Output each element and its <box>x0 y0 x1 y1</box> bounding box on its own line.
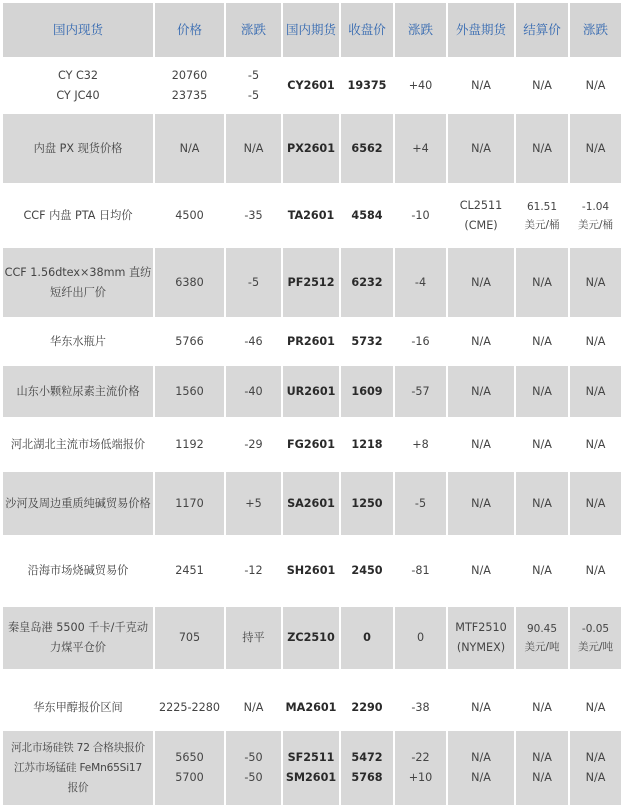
close-price-line: 4584 <box>351 208 383 222</box>
spot-name <box>3 731 153 805</box>
external-future-line: N/A <box>471 771 491 784</box>
external-change <box>570 319 621 364</box>
spot-price <box>155 366 224 417</box>
external-future <box>448 60 514 112</box>
spot-name-line: 短纤出厂价 <box>50 285 106 299</box>
spot-name <box>3 248 153 317</box>
header-external-future: 外盘期货 <box>448 3 514 57</box>
table-header <box>0 3 623 57</box>
close-price <box>341 731 393 805</box>
settle-price <box>516 419 568 470</box>
spot-price <box>155 537 224 605</box>
future-change <box>395 248 446 317</box>
future-change-line: -10 <box>411 208 430 222</box>
future-code-line: CY2601 <box>287 79 335 92</box>
spot-change <box>226 366 281 417</box>
external-future <box>448 185 514 246</box>
external-future <box>448 607 514 669</box>
external-change-line: 美元/吨 <box>577 641 614 653</box>
table-row <box>0 185 623 246</box>
spot-change-line: +5 <box>245 496 262 510</box>
table-row <box>0 419 623 470</box>
spot-name-line: 华东水瓶片 <box>50 334 106 348</box>
future-change-line: -81 <box>411 564 430 577</box>
spot-change <box>226 419 281 470</box>
external-change-line: N/A <box>585 771 606 784</box>
external-change-line: N/A <box>585 79 606 92</box>
spot-price <box>155 185 224 246</box>
table-row <box>0 731 623 805</box>
future-code-line: SH2601 <box>286 564 336 577</box>
spot-change <box>226 60 281 112</box>
external-future <box>448 419 514 470</box>
spot-change <box>226 114 281 183</box>
external-change <box>570 731 621 805</box>
spot-name-line: 江苏市场锰硅 FeMn65Si17 <box>13 762 143 774</box>
settle-price-line: N/A <box>532 751 552 764</box>
external-future-line: N/A <box>471 564 491 577</box>
settle-price <box>516 319 568 364</box>
close-price <box>341 248 393 317</box>
close-price-line: 5472 <box>351 751 383 764</box>
spot-price <box>155 731 224 805</box>
external-future <box>448 248 514 317</box>
close-price-line: 6232 <box>351 275 383 289</box>
close-price <box>341 472 393 535</box>
spot-change-line: -35 <box>244 208 263 222</box>
close-price-line: 1218 <box>351 437 383 451</box>
future-code-line: PX2601 <box>287 141 335 155</box>
header-settle-price: 结算价 <box>516 3 568 57</box>
external-future <box>448 114 514 183</box>
close-price <box>341 319 393 364</box>
close-price <box>341 366 393 417</box>
close-price-line: 2290 <box>351 701 383 714</box>
spot-name <box>3 607 153 669</box>
close-price <box>341 537 393 605</box>
header-external-change: 涨跌 <box>570 3 621 57</box>
header-spot-name: 国内现货 <box>3 3 153 57</box>
external-future <box>448 319 514 364</box>
future-change-line: 0 <box>416 631 425 644</box>
external-change <box>570 60 621 112</box>
table-row <box>0 319 623 364</box>
spot-change-line: -29 <box>244 437 263 451</box>
future-code <box>283 248 339 317</box>
spot-name-line: 沙河及周边重质纯碱贸易价格 <box>5 496 151 510</box>
spot-price-line: 5700 <box>175 771 204 784</box>
close-price-line: 1609 <box>351 384 383 398</box>
settle-price <box>516 472 568 535</box>
external-change <box>570 419 621 470</box>
future-code-line: MA2601 <box>285 701 337 714</box>
spot-change <box>226 731 281 805</box>
external-change-line: -0.05 <box>581 623 610 635</box>
spot-change-line: -50 <box>244 771 263 784</box>
settle-price-line: 61.51 <box>526 200 558 213</box>
future-change-line: -5 <box>414 496 427 510</box>
spot-name <box>3 537 153 605</box>
future-code-line: PF2512 <box>287 275 335 289</box>
spot-change <box>226 319 281 364</box>
settle-price-line: N/A <box>532 384 552 398</box>
spot-price-line: N/A <box>179 141 200 155</box>
settle-price <box>516 607 568 669</box>
spot-price <box>155 419 224 470</box>
close-price-line: 0 <box>363 631 371 644</box>
spot-price-line: 23735 <box>171 89 208 102</box>
spot-price-line: 1560 <box>175 384 204 398</box>
external-future-line: N/A <box>471 384 491 398</box>
future-code <box>283 60 339 112</box>
spot-change <box>226 185 281 246</box>
settle-price-line: 90.45 <box>526 623 558 635</box>
external-change <box>570 472 621 535</box>
external-future-line: N/A <box>471 79 491 92</box>
table-row <box>0 60 623 112</box>
future-code <box>283 366 339 417</box>
settle-price <box>516 60 568 112</box>
future-change-line: -38 <box>411 701 430 714</box>
future-change-line: +10 <box>408 771 433 784</box>
future-change-line: -57 <box>411 384 430 398</box>
future-code-line: PR2601 <box>287 334 335 348</box>
spot-name <box>3 366 153 417</box>
spot-name-line: 山东小颗粒尿素主流价格 <box>16 384 140 398</box>
header-spot-change: 涨跌 <box>226 3 281 57</box>
spot-change-line: -5 <box>247 275 260 289</box>
spot-name-line: CCF 内盘 PTA 日均价 <box>23 208 133 222</box>
settle-price <box>516 537 568 605</box>
future-change-line: -22 <box>411 751 430 764</box>
future-code <box>283 319 339 364</box>
external-future-line: N/A <box>471 437 491 451</box>
spot-name-line: 河北市场硅铁 72 合格块报价 <box>11 742 145 754</box>
settle-price-line: N/A <box>532 275 552 289</box>
external-change <box>570 607 621 669</box>
spot-price-line: 5766 <box>175 334 204 348</box>
future-change-line: -4 <box>414 275 427 289</box>
external-change-line: N/A <box>585 701 606 714</box>
external-change <box>570 114 621 183</box>
external-future <box>448 731 514 805</box>
future-code-line: ZC2510 <box>287 631 335 644</box>
spot-change-line: 持平 <box>242 631 265 644</box>
spot-price-line: 705 <box>178 631 201 644</box>
future-change-line: -16 <box>411 334 430 348</box>
external-change-line: N/A <box>585 437 606 451</box>
future-change <box>395 472 446 535</box>
spot-price <box>155 60 224 112</box>
spot-name <box>3 472 153 535</box>
spot-change-line: -50 <box>244 751 263 764</box>
future-code <box>283 731 339 805</box>
close-price-line: 2450 <box>351 564 383 577</box>
spot-name-line: CY JC40 <box>56 89 100 102</box>
spot-name-line: CCF 1.56dtex×38mm 直纺 <box>4 265 152 279</box>
settle-price <box>516 248 568 317</box>
spot-price <box>155 472 224 535</box>
spot-change-line: -5 <box>247 69 260 82</box>
settle-price <box>516 114 568 183</box>
settle-price <box>516 366 568 417</box>
future-change <box>395 607 446 669</box>
future-code <box>283 607 339 669</box>
spot-name-line: 华东甲醇报价区间 <box>33 701 123 714</box>
spot-price-line: 2451 <box>175 564 204 577</box>
spot-price-line: 6380 <box>175 275 204 289</box>
future-change <box>395 114 446 183</box>
spot-name <box>3 419 153 470</box>
spot-change-line: -46 <box>244 334 263 348</box>
spot-price-line: 2225-2280 <box>159 701 220 714</box>
spot-name <box>3 60 153 112</box>
external-change-line: N/A <box>585 564 606 577</box>
spot-change <box>226 537 281 605</box>
future-change <box>395 731 446 805</box>
close-price <box>341 185 393 246</box>
spot-change <box>226 607 281 669</box>
close-price <box>341 114 393 183</box>
external-future-line: N/A <box>471 141 491 155</box>
spot-name-line: 河北湖北主流市场低端报价 <box>10 437 146 451</box>
close-price-line: 6562 <box>351 141 383 155</box>
table-row <box>0 366 623 417</box>
settle-price-line: N/A <box>532 79 552 92</box>
spot-name-line: 沿海市场烧碱贸易价 <box>27 564 129 577</box>
future-code <box>283 114 339 183</box>
external-change <box>570 185 621 246</box>
spot-price <box>155 319 224 364</box>
external-future-line: (NYMEX) <box>456 641 506 654</box>
spot-change <box>226 472 281 535</box>
external-future-line: CL2511 <box>459 198 503 212</box>
spot-price <box>155 248 224 317</box>
future-code <box>283 185 339 246</box>
settle-price-line: N/A <box>532 141 552 155</box>
spot-price <box>155 607 224 669</box>
spot-name <box>3 114 153 183</box>
table-row <box>0 114 623 183</box>
external-future-line: N/A <box>471 334 491 348</box>
settle-price-line: N/A <box>532 496 552 510</box>
external-change-line: 美元/桶 <box>577 218 614 231</box>
close-price <box>341 60 393 112</box>
future-code <box>283 419 339 470</box>
future-code <box>283 537 339 605</box>
spot-name <box>3 319 153 364</box>
spot-change-line: -5 <box>247 89 260 102</box>
spot-change-line: N/A <box>243 701 264 714</box>
future-code-line: FG2601 <box>287 437 335 451</box>
external-change-line: N/A <box>585 751 606 764</box>
future-change <box>395 419 446 470</box>
close-price-line: 5768 <box>351 771 383 784</box>
external-future <box>448 366 514 417</box>
table-row <box>0 607 623 669</box>
future-code-line: UR2601 <box>286 384 336 398</box>
spot-price <box>155 114 224 183</box>
external-change-line: N/A <box>585 275 606 289</box>
spot-price-line: 4500 <box>175 208 204 222</box>
spot-name-line: 秦皇岛港 5500 千卡/千克动 <box>7 621 149 634</box>
future-change <box>395 366 446 417</box>
settle-price-line: N/A <box>532 701 552 714</box>
close-price <box>341 607 393 669</box>
close-price-line: 1250 <box>351 496 383 510</box>
external-future-line: MTF2510 <box>455 621 507 634</box>
external-change-line: N/A <box>585 334 606 348</box>
spot-price-line: 5650 <box>175 751 204 764</box>
spot-price-line: 1170 <box>175 496 204 510</box>
settle-price-line: N/A <box>532 437 552 451</box>
future-change <box>395 319 446 364</box>
header-future-code: 国内期货 <box>283 3 339 57</box>
external-change-line: -1.04 <box>581 200 610 213</box>
future-change <box>395 185 446 246</box>
spot-change-line: N/A <box>243 141 264 155</box>
settle-price <box>516 731 568 805</box>
future-change-line: +4 <box>412 141 429 155</box>
external-change <box>570 366 621 417</box>
external-change-line: N/A <box>585 141 606 155</box>
external-future-line: N/A <box>471 496 491 510</box>
header-spot-price: 价格 <box>155 3 224 57</box>
table-row <box>0 472 623 535</box>
spot-name-line: 力煤平仓价 <box>50 641 106 654</box>
table-row <box>0 248 623 317</box>
settle-price <box>516 185 568 246</box>
settle-price-line: N/A <box>532 334 552 348</box>
spot-change <box>226 248 281 317</box>
settle-price-line: N/A <box>532 771 552 784</box>
external-future-line: (CME) <box>464 218 498 232</box>
future-change <box>395 537 446 605</box>
future-change-line: +40 <box>408 79 433 92</box>
spot-change-line: -40 <box>244 384 263 398</box>
settle-price-line: 美元/吨 <box>524 641 560 653</box>
future-change <box>395 60 446 112</box>
future-code <box>283 472 339 535</box>
close-price-line: 19375 <box>347 79 387 92</box>
spot-name-line: CY C32 <box>57 69 99 82</box>
future-code-line: SM2601 <box>285 771 337 784</box>
spot-name <box>3 185 153 246</box>
spot-name-line: 报价 <box>67 782 89 794</box>
spot-price-line: 1192 <box>175 437 204 451</box>
settle-price-line: N/A <box>532 564 552 577</box>
header-future-change: 涨跌 <box>395 3 446 57</box>
future-change-line: +8 <box>412 437 429 451</box>
table-row <box>0 537 623 605</box>
external-change-line: N/A <box>585 384 606 398</box>
external-future-line: N/A <box>471 751 491 764</box>
external-change <box>570 537 621 605</box>
future-code-line: SF2511 <box>287 751 335 764</box>
external-change-line: N/A <box>585 496 606 510</box>
external-future-line: N/A <box>471 701 491 714</box>
header-close-price: 收盘价 <box>341 3 393 57</box>
external-future-line: N/A <box>471 275 491 289</box>
spot-name-line: 内盘 PX 现货价格 <box>33 141 123 155</box>
spot-price-line: 20760 <box>171 69 208 82</box>
spot-change-line: -12 <box>244 564 263 577</box>
external-future <box>448 537 514 605</box>
external-change <box>570 248 621 317</box>
future-code-line: SA2601 <box>287 496 335 510</box>
settle-price-line: 美元/桶 <box>524 218 560 231</box>
close-price-line: 5732 <box>351 334 383 348</box>
close-price <box>341 419 393 470</box>
future-code-line: TA2601 <box>287 208 335 222</box>
external-future <box>448 472 514 535</box>
